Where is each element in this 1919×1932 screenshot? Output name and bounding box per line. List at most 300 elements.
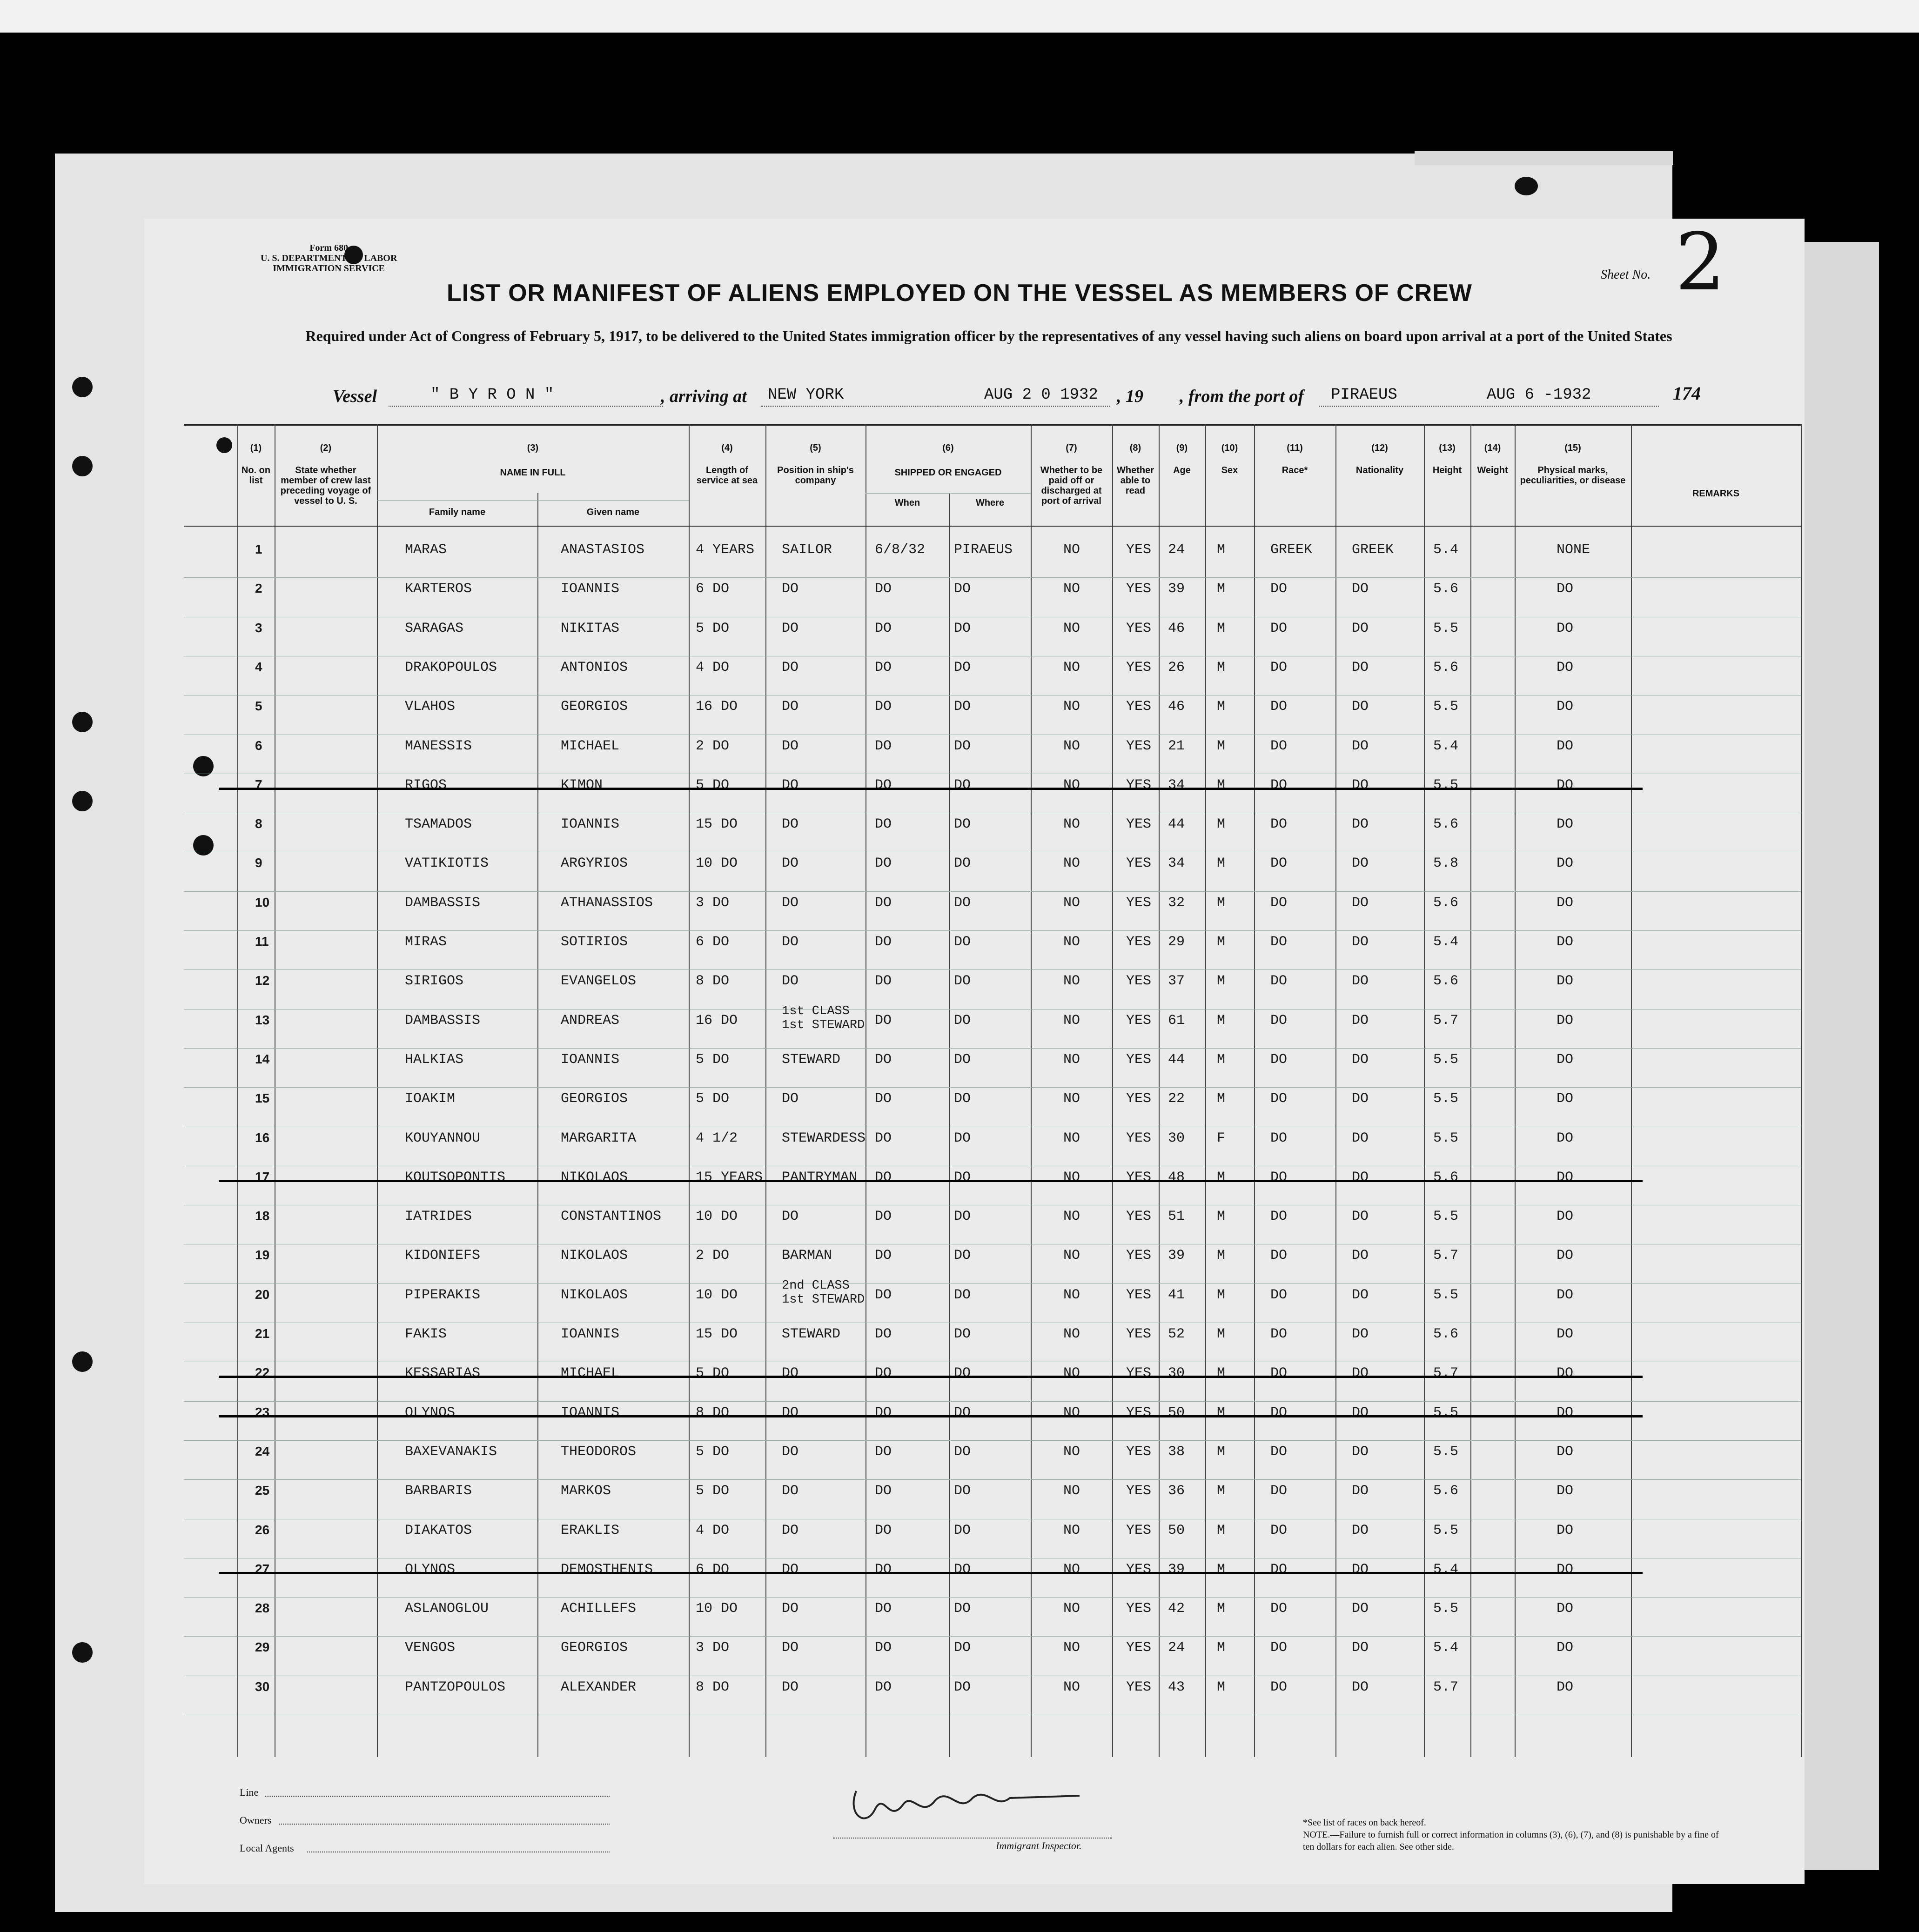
cell-nationality: DO [1352, 1326, 1369, 1342]
table-column-rule [1631, 424, 1632, 1757]
cell-sex: M [1217, 738, 1226, 754]
cell-nationality: DO [1352, 1169, 1369, 1185]
cell-paid: NO [1063, 699, 1080, 715]
column-number: (15) [1564, 443, 1581, 453]
cell-read: YES [1126, 777, 1152, 793]
cell-read: YES [1126, 1561, 1152, 1578]
cell-read: YES [1126, 1248, 1152, 1264]
cell-nationality: DO [1352, 1561, 1369, 1578]
cell-marks: DO [1557, 1248, 1574, 1264]
cell-service: 15 DO [696, 1326, 738, 1342]
cell-nationality: DO [1352, 1404, 1369, 1421]
punch-hole [72, 712, 93, 732]
cell-family: BAXEVANAKIS [405, 1444, 497, 1460]
cell-race: DO [1270, 1483, 1288, 1499]
cell-no: 30 [255, 1679, 270, 1694]
punch-hole [72, 377, 93, 397]
vessel-name: " B Y R O N " [430, 386, 554, 404]
cell-nationality: DO [1352, 1248, 1369, 1264]
cell-age: 43 [1168, 1679, 1185, 1695]
table-row [184, 1440, 1801, 1441]
cell-race: DO [1270, 1404, 1288, 1421]
column-header: Age [1173, 465, 1191, 475]
cell-read: YES [1126, 856, 1152, 872]
table-row [184, 1479, 1801, 1480]
cell-sex: M [1217, 1522, 1226, 1538]
cell-position: DO [782, 1444, 799, 1460]
cell-given: NIKITAS [561, 620, 620, 636]
cell-no: 23 [255, 1404, 270, 1419]
cell-age: 24 [1168, 542, 1185, 558]
cell-family: MIRAS [405, 934, 447, 950]
cell-race: DO [1270, 777, 1288, 793]
from-port: PIRAEUS [1331, 386, 1397, 404]
cell-family: OLYNOS [405, 1404, 456, 1421]
cell-race: DO [1270, 1640, 1288, 1656]
cell-position: DO [782, 1365, 799, 1382]
cell-when: DO [875, 1326, 892, 1342]
cell-paid: NO [1063, 1483, 1080, 1499]
table-column-rule [1424, 424, 1425, 1757]
cell-height: 5.7 [1433, 1012, 1459, 1029]
cell-service: 5 DO [696, 777, 730, 793]
cell-read: YES [1126, 1326, 1152, 1342]
cell-family: VENGOS [405, 1640, 456, 1656]
cell-marks: DO [1557, 659, 1574, 675]
cell-no: 1 [255, 542, 262, 556]
form-number: Form 680 U. S. DEPARTMENT OF LABOR IMMIGRATION SERVICE [261, 243, 397, 274]
cell-paid: NO [1063, 620, 1080, 636]
cell-marks: DO [1557, 934, 1574, 950]
cell-nationality: DO [1352, 1522, 1369, 1538]
cell-height: 5.6 [1433, 1169, 1459, 1185]
cell-nationality: DO [1352, 1012, 1369, 1029]
cell-no: 6 [255, 738, 262, 753]
cell-race: DO [1270, 816, 1288, 833]
cell-paid: NO [1063, 1522, 1080, 1538]
cell-position: STEWARD [782, 1051, 841, 1068]
cell-read: YES [1126, 1287, 1152, 1303]
cell-where: DO [954, 1209, 971, 1225]
cell-service: 5 DO [696, 1444, 730, 1460]
cell-height: 5.5 [1433, 699, 1459, 715]
cell-race: DO [1270, 1091, 1288, 1107]
cell-service: 4 YEARS [696, 542, 755, 558]
vessel-line [333, 383, 1789, 409]
cell-age: 30 [1168, 1365, 1185, 1382]
cell-race: DO [1270, 1326, 1288, 1342]
table-row [184, 577, 1801, 578]
cell-family: TSAMADOS [405, 816, 472, 833]
cell-height: 5.5 [1433, 1091, 1459, 1107]
cell-marks: DO [1557, 1051, 1574, 1068]
cell-no: 27 [255, 1561, 270, 1576]
cell-nationality: GREEK [1352, 542, 1394, 558]
column-number: (5) [810, 443, 821, 453]
cell-no: 10 [255, 895, 270, 909]
strikethrough-line [219, 788, 1643, 790]
cell-given: KIMON [561, 777, 603, 793]
cell-nationality: DO [1352, 856, 1369, 872]
cell-paid: NO [1063, 659, 1080, 675]
cell-service: 15 DO [696, 816, 738, 833]
cell-where: DO [954, 1483, 971, 1499]
cell-given: IOANNIS [561, 1404, 620, 1421]
cell-race: DO [1270, 659, 1288, 675]
sheet-label: Sheet No. [1601, 267, 1651, 282]
cell-age: 42 [1168, 1601, 1185, 1617]
cell-where: PIRAEUS [954, 542, 1013, 558]
cell-where: DO [954, 934, 971, 950]
cell-where: DO [954, 816, 971, 833]
cell-given: ERAKLIS [561, 1522, 620, 1538]
cell-sex: M [1217, 1326, 1226, 1342]
table-row [184, 1401, 1801, 1402]
cell-family: DAMBASSIS [405, 895, 481, 911]
cell-when: DO [875, 895, 892, 911]
cell-position: SAILOR [782, 542, 832, 558]
inspector-signature [838, 1772, 1098, 1842]
cell-position: DO [782, 934, 799, 950]
cell-nationality: DO [1352, 934, 1369, 950]
cell-sex: M [1217, 1209, 1226, 1225]
cell-read: YES [1126, 581, 1152, 597]
cell-where: DO [954, 1012, 971, 1029]
cell-race: DO [1270, 699, 1288, 715]
cell-position: DO [782, 738, 799, 754]
cell-position: DO [782, 816, 799, 833]
column-header: NAME IN FULL [500, 468, 566, 478]
cell-when: DO [875, 1169, 892, 1185]
page-edge [1805, 242, 1879, 1870]
cell-when: DO [875, 1130, 892, 1146]
column-number: (8) [1129, 443, 1141, 453]
cell-where: DO [954, 777, 971, 793]
cell-marks: DO [1557, 1012, 1574, 1029]
cell-read: YES [1126, 1169, 1152, 1185]
cell-no: 2 [255, 581, 262, 596]
cell-family: KOUYANNOU [405, 1130, 481, 1146]
column-header: Whether to be paid off or discharged at port of arrival [1040, 465, 1103, 506]
cell-when: 6/8/32 [875, 542, 926, 558]
cell-read: YES [1126, 1640, 1152, 1656]
cell-sex: M [1217, 1561, 1226, 1578]
cell-race: DO [1270, 620, 1288, 636]
cell-paid: NO [1063, 1561, 1080, 1578]
cell-race: DO [1270, 1169, 1288, 1185]
cell-paid: NO [1063, 738, 1080, 754]
cell-where: DO [954, 659, 971, 675]
cell-when: DO [875, 738, 892, 754]
cell-position: STEWARDESS [782, 1130, 866, 1146]
cell-when: DO [875, 1640, 892, 1656]
column-header: SHIPPED OR ENGAGED [894, 468, 1002, 478]
cell-nationality: DO [1352, 1444, 1369, 1460]
cell-no: 25 [255, 1483, 270, 1498]
cell-read: YES [1126, 542, 1152, 558]
cell-height: 5.5 [1433, 1404, 1459, 1421]
cell-sex: M [1217, 973, 1226, 989]
cell-sex: M [1217, 542, 1226, 558]
cell-when: DO [875, 1483, 892, 1499]
table-row [184, 1048, 1801, 1049]
cell-no: 16 [255, 1130, 270, 1145]
cell-paid: NO [1063, 1169, 1080, 1185]
cell-height: 5.4 [1433, 934, 1459, 950]
cell-paid: NO [1063, 1326, 1080, 1342]
backing-sheet-tab [1415, 151, 1673, 165]
cell-service: 4 DO [696, 1522, 730, 1538]
cell-family: SARAGAS [405, 620, 464, 636]
table-row [184, 930, 1801, 931]
cell-marks: DO [1557, 1130, 1574, 1146]
cell-given: GEORGIOS [561, 1091, 628, 1107]
cell-nationality: DO [1352, 777, 1369, 793]
cell-family: VATIKIOTIS [405, 856, 489, 872]
cell-paid: NO [1063, 856, 1080, 872]
cell-paid: NO [1063, 1601, 1080, 1617]
cell-sex: M [1217, 659, 1226, 675]
cell-marks: DO [1557, 1601, 1574, 1617]
cell-family: FAKIS [405, 1326, 447, 1342]
cell-position: BARMAN [782, 1248, 832, 1264]
cell-family: MANESSIS [405, 738, 472, 754]
cell-sex: M [1217, 699, 1226, 715]
cell-marks: DO [1557, 1483, 1574, 1499]
cell-paid: NO [1063, 1640, 1080, 1656]
cell-family: DAMBASSIS [405, 1012, 481, 1029]
cell-service: 15 YEARS [696, 1169, 763, 1185]
cell-nationality: DO [1352, 816, 1369, 833]
cell-position: DO [782, 973, 799, 989]
table-column-rule [1801, 424, 1802, 1757]
cell-no: 17 [255, 1169, 270, 1184]
cell-paid: NO [1063, 581, 1080, 597]
column-header: Sex [1221, 465, 1238, 475]
cell-height: 5.6 [1433, 1326, 1459, 1342]
cell-marks: DO [1557, 1365, 1574, 1382]
column-number: (9) [1176, 443, 1188, 453]
cell-sex: M [1217, 1051, 1226, 1068]
cell-marks: DO [1557, 1640, 1574, 1656]
cell-marks: DO [1557, 1404, 1574, 1421]
cell-sex: M [1217, 777, 1226, 793]
cell-family: IOAKIM [405, 1091, 456, 1107]
cell-when: DO [875, 1012, 892, 1029]
cell-height: 5.5 [1433, 1444, 1459, 1460]
cell-position: PANTRYMAN [782, 1169, 858, 1185]
cell-where: DO [954, 1444, 971, 1460]
cell-given: ANASTASIOS [561, 542, 645, 558]
cell-when: DO [875, 1209, 892, 1225]
cell-marks: DO [1557, 895, 1574, 911]
cell-sex: M [1217, 856, 1226, 872]
cell-height: 5.5 [1433, 1209, 1459, 1225]
column-number: (3) [527, 443, 539, 453]
cell-no: 11 [255, 934, 269, 949]
vessel-label: Vessel [333, 387, 377, 406]
cell-given: EVANGELOS [561, 973, 637, 989]
cell-paid: NO [1063, 1365, 1080, 1382]
cell-service: 2 DO [696, 738, 730, 754]
cell-paid: NO [1063, 934, 1080, 950]
owners-label: Owners [240, 1814, 272, 1826]
column-number: (1) [250, 443, 262, 453]
cell-paid: NO [1063, 1130, 1080, 1146]
cell-marks: DO [1557, 699, 1574, 715]
cell-where: DO [954, 1051, 971, 1068]
cell-where: DO [954, 1091, 971, 1107]
cell-age: 39 [1168, 581, 1185, 597]
column-number: (7) [1066, 443, 1077, 453]
cell-given: ARGYRIOS [561, 856, 628, 872]
cell-paid: NO [1063, 1404, 1080, 1421]
cell-given: IOANNIS [561, 1051, 620, 1068]
arriving-label: , arriving at [661, 387, 747, 406]
strikethrough-line [219, 1572, 1643, 1574]
cell-read: YES [1126, 1444, 1152, 1460]
cell-service: 5 DO [696, 1365, 730, 1382]
cell-marks: DO [1557, 1561, 1574, 1578]
table-column-rule [689, 424, 690, 1757]
page-title: LIST OR MANIFEST OF ALIENS EMPLOYED ON THE VESSEL AS MEMBERS OF CREW [447, 280, 1472, 307]
cell-read: YES [1126, 1522, 1152, 1538]
header-rule [866, 493, 1031, 494]
cell-service: 6 DO [696, 1561, 730, 1578]
cell-age: 44 [1168, 816, 1185, 833]
cell-read: YES [1126, 1012, 1152, 1029]
cell-position: DO [782, 581, 799, 597]
cell-no: 20 [255, 1287, 270, 1302]
cell-when: DO [875, 816, 892, 833]
cell-sex: M [1217, 1640, 1226, 1656]
cell-read: YES [1126, 1365, 1152, 1382]
cell-position: DO [782, 1404, 799, 1421]
cell-service: 16 DO [696, 1012, 738, 1029]
cell-family: KOUTSOPONTIS [405, 1169, 506, 1185]
cell-no: 22 [255, 1365, 270, 1380]
cell-race: DO [1270, 1287, 1288, 1303]
cell-height: 5.7 [1433, 1365, 1459, 1382]
cell-where: DO [954, 1248, 971, 1264]
table-column-rule [765, 424, 766, 1757]
cell-age: 41 [1168, 1287, 1185, 1303]
cell-age: 48 [1168, 1169, 1185, 1185]
cell-position: STEWARD [782, 1326, 841, 1342]
cell-position: DO [782, 1522, 799, 1538]
cell-position: 2nd CLASS 1st STEWARD [782, 1278, 865, 1307]
table-row [184, 969, 1801, 970]
cell-nationality: DO [1352, 1209, 1369, 1225]
departure-date-stamp: AUG 6 -1932 [1487, 386, 1591, 404]
cell-family: KARTEROS [405, 581, 472, 597]
cell-race: DO [1270, 1444, 1288, 1460]
cell-height: 5.6 [1433, 895, 1459, 911]
cell-age: 34 [1168, 856, 1185, 872]
cell-where: DO [954, 1404, 971, 1421]
cell-height: 5.6 [1433, 1483, 1459, 1499]
cell-given: IOANNIS [561, 581, 620, 597]
cell-paid: NO [1063, 1012, 1080, 1029]
cell-marks: DO [1557, 1326, 1574, 1342]
cell-given: ACHILLEFS [561, 1601, 637, 1617]
column-number: (13) [1439, 443, 1456, 453]
cell-family: HALKIAS [405, 1051, 464, 1068]
cell-no: 3 [255, 620, 262, 635]
cell-read: YES [1126, 1051, 1152, 1068]
cell-race: DO [1270, 1051, 1288, 1068]
cell-when: DO [875, 1601, 892, 1617]
cell-where: DO [954, 973, 971, 989]
cell-age: 22 [1168, 1091, 1185, 1107]
cell-sex: M [1217, 1091, 1226, 1107]
cell-service: 10 DO [696, 1287, 738, 1303]
cell-height: 5.5 [1433, 1601, 1459, 1617]
cell-given: MARGARITA [561, 1130, 637, 1146]
cell-family: VLAHOS [405, 699, 456, 715]
cell-paid: NO [1063, 777, 1080, 793]
cell-sex: M [1217, 1444, 1226, 1460]
column-header: Position in ship's company [777, 465, 854, 486]
column-subheader: Given name [586, 507, 640, 517]
cell-when: DO [875, 973, 892, 989]
column-number: (4) [721, 443, 733, 453]
table-column-rule [1254, 424, 1255, 1757]
cell-age: 29 [1168, 934, 1185, 950]
cell-no: 13 [255, 1012, 270, 1027]
cell-no: 12 [255, 973, 270, 988]
column-header: No. on list [241, 465, 271, 486]
cell-given: IOANNIS [561, 1326, 620, 1342]
column-number: (2) [320, 443, 332, 453]
cell-family: RIGOS [405, 777, 447, 793]
cell-marks: DO [1557, 856, 1574, 872]
cell-when: DO [875, 1051, 892, 1068]
cell-sex: M [1217, 934, 1226, 950]
cell-service: 5 DO [696, 620, 730, 636]
header-rule [184, 526, 1801, 527]
table-column-rule [1205, 424, 1206, 1757]
column-header: Whether able to read [1117, 465, 1154, 496]
cell-nationality: DO [1352, 659, 1369, 675]
cell-service: 10 DO [696, 856, 738, 872]
cell-no: 24 [255, 1444, 270, 1458]
column-number: (11) [1287, 443, 1303, 453]
cell-read: YES [1126, 934, 1152, 950]
column-header: Length of service at sea [696, 465, 758, 486]
cell-nationality: DO [1352, 1051, 1369, 1068]
cell-when: DO [875, 659, 892, 675]
cell-sex: M [1217, 1365, 1226, 1382]
cell-no: 18 [255, 1209, 270, 1223]
cell-where: DO [954, 1365, 971, 1382]
cell-marks: DO [1557, 620, 1574, 636]
cell-marks: DO [1557, 1679, 1574, 1695]
column-header: Nationality [1355, 465, 1404, 475]
cell-service: 8 DO [696, 1679, 730, 1695]
cell-no: 9 [255, 856, 262, 870]
column-number: (14) [1484, 443, 1501, 453]
cell-age: 34 [1168, 777, 1185, 793]
strikethrough-line [219, 1376, 1643, 1378]
cell-race: GREEK [1270, 542, 1313, 558]
cell-family: KIDONIEFS [405, 1248, 481, 1264]
cell-service: 2 DO [696, 1248, 730, 1264]
cell-height: 5.4 [1433, 738, 1459, 754]
cell-age: 61 [1168, 1012, 1185, 1029]
cell-age: 51 [1168, 1209, 1185, 1225]
cell-given: SOTIRIOS [561, 934, 628, 950]
